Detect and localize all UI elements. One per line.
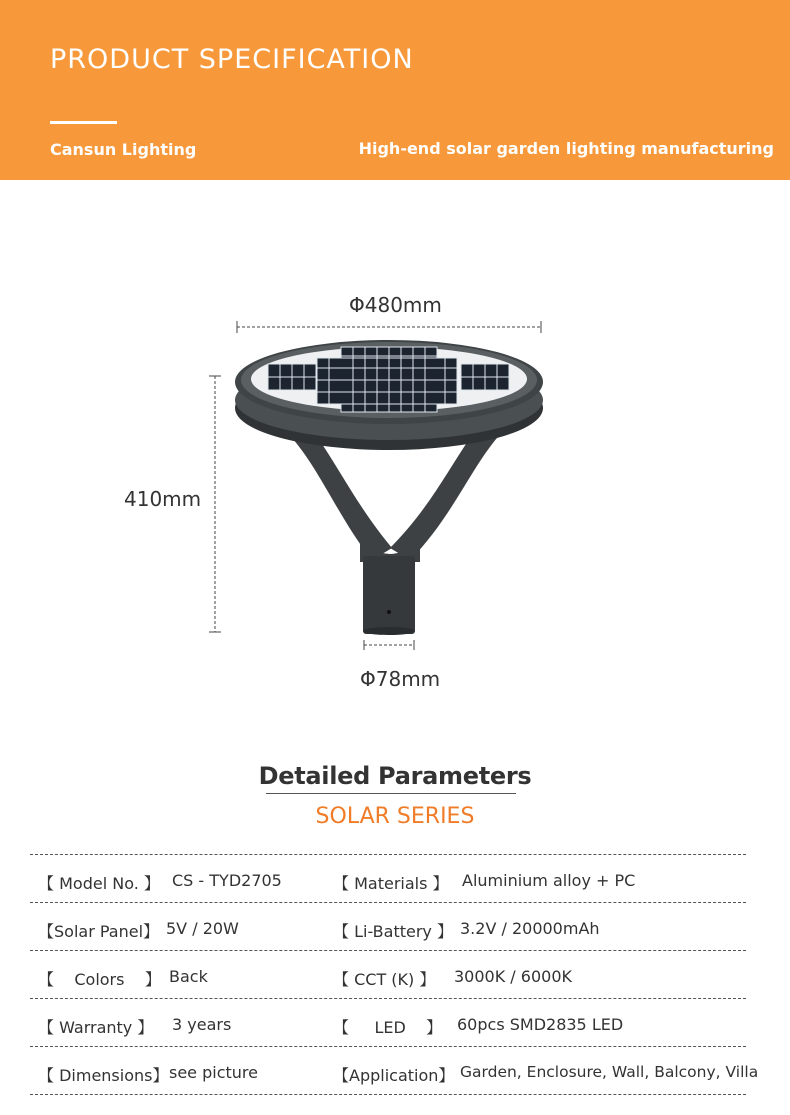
param-label: 【 Model No. 】: [38, 874, 160, 893]
param-value: 3000K / 6000K: [454, 967, 572, 986]
param-label-text: Dimensions: [59, 1066, 153, 1085]
param-value: 3.2V / 20000mAh: [460, 919, 600, 938]
param-value: CS - TYD2705: [172, 871, 282, 890]
param-value: 60pcs SMD2835 LED: [457, 1015, 624, 1034]
param-label-text: CCT (K): [354, 970, 415, 989]
dimension-line-height: [209, 376, 221, 632]
param-label: 【 Materials 】: [333, 874, 449, 893]
param-label-text: Materials: [354, 874, 428, 893]
param-label-text: LED: [374, 1018, 406, 1037]
section-title: Detailed Parameters: [258, 762, 532, 790]
lamp-pole: [363, 556, 415, 634]
diameter-top-label: Φ480mm: [349, 293, 442, 317]
param-value: 5V / 20W: [166, 919, 239, 938]
param-value: Garden, Enclosure, Wall, Balcony, Villa: [460, 1063, 759, 1081]
param-value: 3 years: [172, 1015, 232, 1034]
param-label: 【 Warranty 】: [38, 1018, 154, 1037]
lamp-arm-right: [390, 438, 497, 560]
dimension-line-top: [237, 321, 541, 333]
series-label: SOLAR SERIES: [315, 804, 475, 829]
table-divider: [30, 902, 746, 903]
param-value: see picture: [169, 1063, 258, 1082]
param-label-text: Colors: [74, 970, 125, 989]
table-divider: [30, 998, 746, 999]
param-label-text: Model No.: [59, 874, 139, 893]
diameter-pole-label: Φ78mm: [360, 667, 441, 691]
param-label-text: Application: [349, 1066, 439, 1085]
param-label: 【 Li-Battery 】: [333, 922, 453, 941]
section-title-underline: [266, 793, 516, 794]
table-divider: [30, 854, 746, 855]
param-label: 【 Dimensions】: [38, 1066, 169, 1085]
dimension-line-pole: [364, 640, 414, 650]
param-label: 【Application】: [333, 1066, 455, 1085]
table-divider: [30, 1046, 746, 1047]
param-label-text: Li-Battery: [354, 922, 432, 941]
param-label: 【 CCT (K) 】: [333, 970, 436, 989]
param-value: Back: [169, 967, 208, 986]
param-label: 【 LED 】: [333, 1018, 443, 1037]
param-label-text: Warranty: [59, 1018, 133, 1037]
tagline: High-end solar garden lighting manufacturing: [358, 139, 774, 158]
table-divider: [30, 950, 746, 951]
param-label: 【Solar Panel】: [38, 922, 160, 941]
height-label: 410mm: [124, 487, 202, 511]
param-value: Aluminium alloy + PC: [462, 871, 636, 890]
param-label-text: Solar Panel: [54, 922, 144, 941]
table-divider: [30, 1094, 746, 1095]
page-title: PRODUCT SPECIFICATION: [50, 44, 414, 75]
brand-name: Cansun Lighting: [50, 140, 197, 159]
lamp-arm-left: [292, 438, 392, 560]
param-label: 【 Colors 】: [38, 970, 161, 989]
